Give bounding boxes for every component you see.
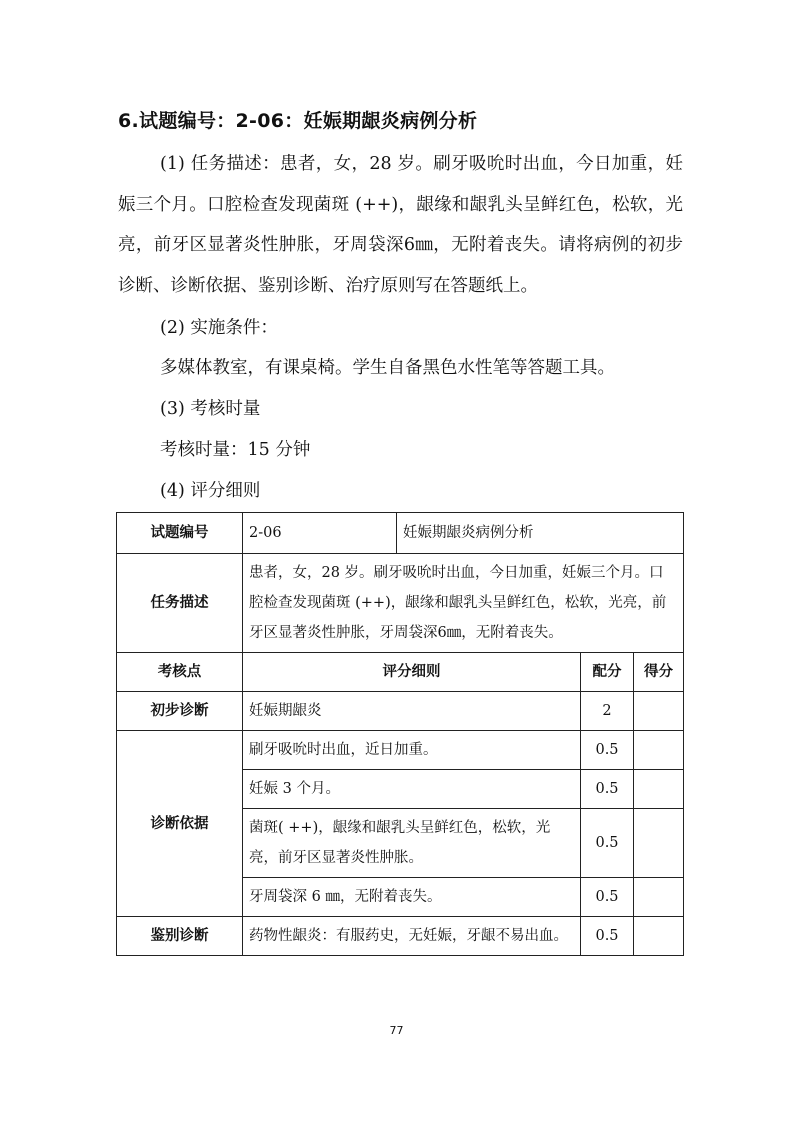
prelim-text: 妊娠期龈炎 [243,692,581,731]
task-text: 患者，女，28 岁。刷牙吸吮时出血，今日加重，妊娠三个月。口腔检查发现菌斑 (++)，龈缘和龈乳头呈鲜红色，松软，光亮，前牙区显著炎性肿胀，牙周袋深6㎜，无附着丧失。 [243,554,684,653]
basis-points: 0.5 [581,809,634,878]
col-header-rubric: 评分细则 [243,653,581,692]
basis-text: 菌斑( ++)，龈缘和龈乳头呈鲜红色，松软，光亮，前牙区显著炎性肿胀。 [243,809,581,878]
rubric-table [116,512,684,956]
conditions-text: 多媒体教室，有课桌椅。学生自备黑色水性笔等答题工具。 [160,358,615,378]
prelim-label: 初步诊断 [117,692,243,731]
basis-points: 0.5 [581,770,634,809]
task-description-paragraph: (1) 任务描述：患者，女，28 岁。刷牙吸吮时出血，今日加重，妊娠三个月。口腔检查发现菌斑 (++)，龈缘和龈乳头呈鲜红色，松软，光亮，前牙区显著炎性肿胀，牙周袋深6㎜，无附着丧失。请将病例的初步诊断、诊断依据、鉴别诊断、治疗原则写在答题纸上。 [118,154,683,296]
basis-points: 0.5 [581,878,634,917]
table-row [117,692,684,731]
diff-score [634,917,684,956]
table-row [117,513,684,554]
basis-score [634,731,684,770]
basis-points: 0.5 [581,731,634,770]
basis-score [634,770,684,809]
table-row [117,653,684,692]
basis-score [634,878,684,917]
prelim-score [634,692,684,731]
table-row [117,554,684,653]
basis-label: 诊断依据 [117,731,243,917]
task-label: 任务描述 [117,554,243,653]
id-value: 2-06 [243,513,397,554]
table-row [117,731,684,770]
title-value: 妊娠期龈炎病例分析 [397,513,684,554]
diff-label: 鉴别诊断 [117,917,243,956]
conditions-heading: (2) 实施条件： [160,318,278,338]
basis-text: 牙周袋深 6 ㎜，无附着丧失。 [243,878,581,917]
time-text: 考核时量：15 分钟 [160,440,311,460]
diff-points: 0.5 [581,917,634,956]
basis-text: 妊娠 3 个月。 [243,770,581,809]
basis-text: 刷牙吸吮时出血，近日加重。 [243,731,581,770]
col-header-points: 配分 [581,653,634,692]
question-heading: 6.试题编号：2-06：妊娠期龈炎病例分析 [118,110,478,132]
page-number: 77 [389,1024,404,1037]
rubric-heading: (4) 评分细则 [160,481,261,501]
col-header-score: 得分 [634,653,684,692]
table-row [117,917,684,956]
diff-text: 药物性龈炎：有服药史，无妊娠，牙龈不易出血。 [243,917,581,956]
prelim-points: 2 [581,692,634,731]
basis-score [634,809,684,878]
col-header-point: 考核点 [117,653,243,692]
time-heading: (3) 考核时量 [160,399,261,419]
id-label: 试题编号 [117,513,243,554]
